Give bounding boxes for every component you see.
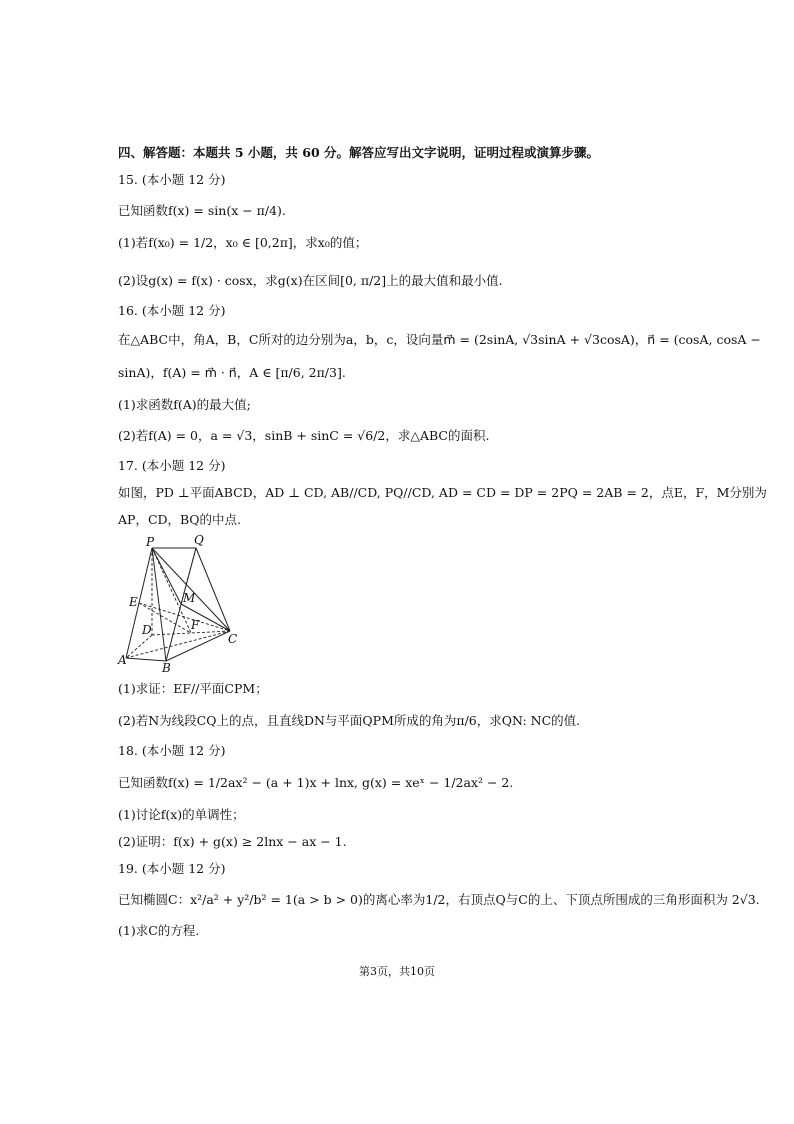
- section-heading: 四、解答题：本题共 5 小题，共 60 分。解答应写出文字说明，证明过程或演算步骤。: [118, 145, 600, 160]
- problem-15-part-2: (2)设g(x) = f(x) · cosx，求g(x)在区间[0, π/2]上的最大值和最小值.: [118, 273, 503, 288]
- label-p: P: [146, 535, 155, 549]
- figure-hidden-edges: [126, 548, 230, 658]
- label-a: A: [118, 653, 127, 667]
- edge-da: [126, 635, 152, 658]
- edge-qc: [196, 548, 230, 631]
- label-q: Q: [194, 533, 204, 547]
- problem-17-part-1: (1)求证：EF//平面CPM；: [118, 681, 268, 696]
- label-c: C: [228, 632, 238, 646]
- problem-18-header: 18. (本小题 12 分): [118, 743, 226, 758]
- label-d: D: [142, 623, 152, 637]
- problem-15-stem: 已知函数f(x) = sin(x − π/4).: [118, 203, 286, 218]
- page-footer: 第3页，共10页: [359, 965, 435, 978]
- problem-16-stem-1: 在△ABC中，角A，B，C所对的边分别为a，b，c，设向量m⃗ = (2sinA, √3sinA + √3cosA)，n⃗ = (cosA, cosA −: [118, 332, 761, 347]
- problem-17-part-2: (2)若N为线段CQ上的点，且直线DN与平面QPM所成的角为π/6，求QN: NC的值.: [118, 713, 581, 728]
- problem-16-part-2: (2)若f(A) = 0，a = √3，sinB + sinC = √6/2，求△ABC的面积.: [118, 428, 490, 443]
- pyramid-figure: [114, 530, 246, 674]
- problem-18-part-2: (2)证明：f(x) + g(x) ≥ 2lnx − ax − 1.: [118, 834, 347, 849]
- problem-19-header: 19. (本小题 12 分): [118, 861, 226, 876]
- problem-17-header: 17. (本小题 12 分): [118, 458, 226, 473]
- label-e: E: [129, 595, 138, 609]
- problem-15-header: 15. (本小题 12 分): [118, 172, 226, 187]
- problem-17-stem-2: AP，CD，BQ的中点.: [118, 512, 241, 527]
- problem-19-part-1: (1)求C的方程.: [118, 923, 200, 938]
- label-m: M: [183, 591, 196, 605]
- problem-15-part-1: (1)若f(x₀) = 1/2，x₀ ∈ [0,2π]，求x₀的值；: [118, 235, 368, 250]
- edge-pb: [152, 548, 166, 661]
- problem-18-part-1: (1)讨论f(x)的单调性；: [118, 807, 245, 822]
- edge-pm: [152, 548, 181, 604]
- edge-bc: [166, 631, 230, 661]
- problem-16-header: 16. (本小题 12 分): [118, 303, 226, 318]
- problem-16-stem-2: sinA)，f(A) = m⃗ · n⃗，A ∈ [π/6, 2π/3].: [118, 365, 346, 380]
- label-b: B: [162, 661, 171, 674]
- label-f: F: [191, 618, 200, 632]
- problem-16-part-1: (1)求函数f(A)的最大值;: [118, 397, 251, 412]
- problem-19-stem: 已知椭圆C：x²/a² + y²/b² = 1(a > b > 0)的离心率为1/2，右顶点Q与C的上、下顶点所围成的三角形面积为 2√3.: [118, 892, 760, 907]
- edge-ab: [126, 658, 166, 661]
- problem-17-stem-1: 如图，PD ⊥平面ABCD，AD ⊥ CD, AB//CD, PQ//CD, AD = CD = DP = 2PQ = 2AB = 2，点E，F，M分别为: [118, 485, 767, 500]
- problem-18-stem: 已知函数f(x) = 1/2ax² − (a + 1)x + lnx, g(x) = xeˣ − 1/2ax² − 2.: [118, 775, 514, 790]
